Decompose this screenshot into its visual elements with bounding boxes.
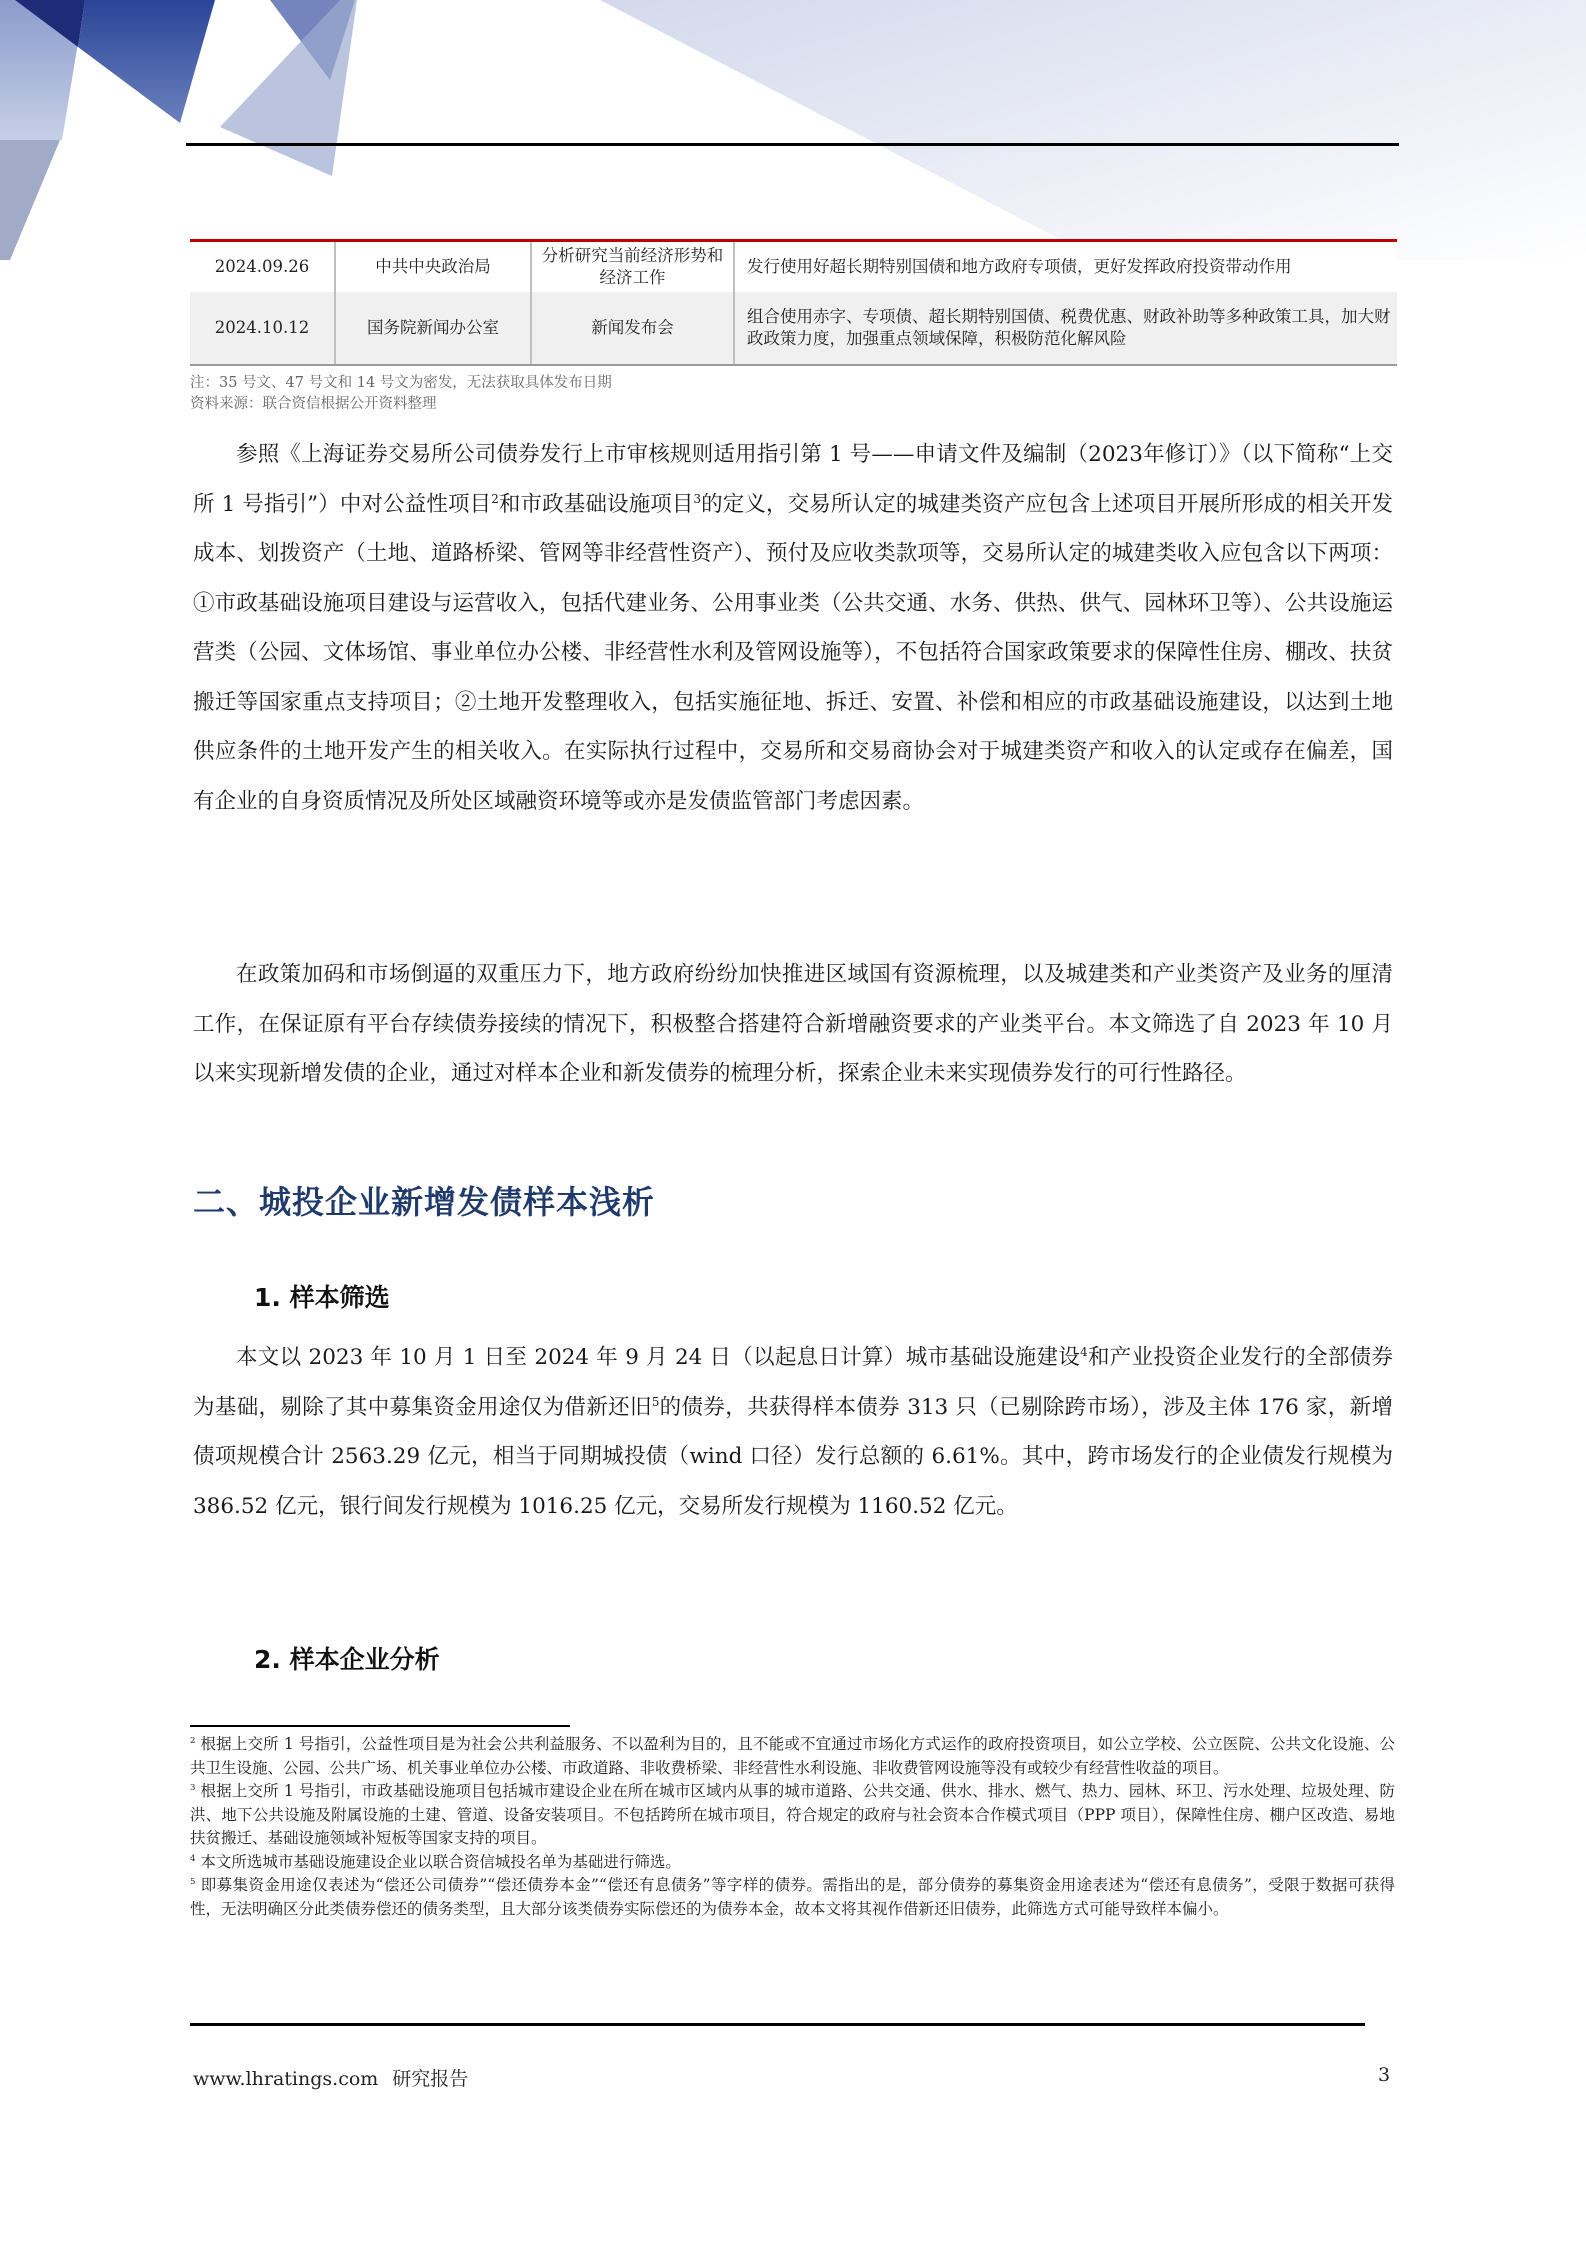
- header-rule: [186, 143, 1399, 146]
- text: 和产业投资企业发行的全部债券为基础，剔除了其中募集资金用途仅为借新还旧: [193, 1345, 1393, 1420]
- subsection-heading-sample-analysis: 2. 样本企业分析: [254, 1645, 440, 1674]
- policy-table: [190, 239, 1397, 366]
- paragraph-sample: [193, 1333, 1393, 1531]
- footnote-number: 4: [190, 1853, 196, 1864]
- footnote-ref[interactable]: 3: [693, 491, 701, 506]
- cell-date: 2024.09.26: [190, 242, 335, 292]
- text: 的定义，交易所认定的城建类资产应包含上述项目开展所形成的相关开发成本、划拨资产（土地、道路桥梁、管网等非经营性资产）、预付及应收类款项等，交易所认定的城建类收入应包含以下两项：①市政基础设施项目建设与运营收入，包括代建业务、公用事业类（公共交通、水务、供热、供气、园林环卫等）、公共设施运营类（公园、文体场馆、事业单位办公楼、非经营性水利及管网设施等），不包括符合国家政策要求的保障性住房、棚改、扶贫搬迁等国家重点支持项目；②土地开发整理收入，包括实施征地、拆迁、安置、补偿和相应的市政基础设施建设，以达到土地供应条件的土地开发产生的相关收入。在实际执行过程中，交易所和交易商协会对于城建类资产和收入的认定或存在偏差，国有企业的自身资质情况及所处区域融资环境等或亦是发债监管部门考虑因素。: [193, 491, 1393, 814]
- footnote-ref[interactable]: 4: [1080, 1344, 1088, 1359]
- cell-content: 发行使用好超长期特别国债和地方政府专项债，更好发挥政府投资带动作用: [734, 242, 1397, 292]
- page-number: 3: [1378, 2064, 1391, 2086]
- cell-content: 组合使用赤字、专项债、超长期特别国债、税费优惠、财政补助等多种政策工具，加大财政政策力度，加强重点领域保障，积极防范化解风险: [734, 292, 1397, 364]
- header-banner: [0, 0, 1586, 260]
- table-row: [190, 242, 1397, 292]
- footnote-rule: [190, 1725, 570, 1727]
- banner-graphic: [0, 0, 1586, 260]
- table-notes: [190, 373, 612, 415]
- footnote-item: [190, 1874, 1395, 1921]
- footnote-text: 根据上交所 1 号指引，市政基础设施项目包括城市建设企业在所在城市区域内从事的城市道路、公共交通、供水、排水、燃气、热力、园林、环卫、污水处理、垃圾处理、防洪、地下公共设施及附属设施的土建、管道、设备安装项目。不包括跨所在城市项目，符合规定的政府与社会资本合作模式项目（PPP 项目），保障性住房、棚户区改造、易地扶贫搬迁、基础设施领域补短板等国家支持的项目。: [190, 1782, 1395, 1847]
- table-row: [190, 292, 1397, 364]
- footer: [193, 2064, 468, 2091]
- paragraph-definitions: [193, 430, 1393, 826]
- footnotes: [190, 1733, 1395, 1921]
- cell-issuer: 国务院新闻办公室: [335, 292, 531, 364]
- footnote-text: 本文所选城市基础设施建设企业以联合资信城投名单为基础进行筛选。: [195, 1852, 681, 1871]
- paragraph-background: [193, 950, 1393, 1099]
- table-note: 注：35 号文、47 号文和 14 号文为密发，无法获取具体发布日期: [190, 375, 612, 391]
- table-source: 资料来源：联合资信根据公开资料整理: [190, 396, 437, 412]
- footnote-ref[interactable]: 5: [651, 1394, 660, 1409]
- table-bottom-rule: [190, 364, 1397, 366]
- cell-issuer: 中共中央政治局: [335, 242, 531, 292]
- footnote-item: [190, 1780, 1395, 1851]
- text: 的债券，共获得样本债券 313 只（已剔除跨市场），涉及主体 176 家，新增债项规模合计 2563.29 亿元，相当于同期城投债（wind 口径）发行总额的 6.61%。其中，跨市场发行的企业债发行规模为 386.52 亿元，银行间发行规模为 1016.25 亿元，交易所发行规模为 1160.52 亿元。: [193, 1394, 1393, 1519]
- section-heading: 二、城投企业新增发债样本浅析: [193, 1183, 656, 1221]
- text: 参照《上海证券交易所公司债券发行上市审核规则适用指引第 1 号——申请文件及编制（2023年修订）》（以下简称“上交所 1 号指引”）中对公益性项目: [193, 442, 1393, 517]
- cell-event: 分析研究当前经济形势和经济工作: [531, 242, 734, 292]
- text: 和市政基础设施项目: [498, 491, 694, 517]
- text: 在政策加码和市场倒逼的双重压力下，地方政府纷纷加快推进区域国有资源梳理，以及城建类和产业类资产及业务的厘清工作，在保证原有平台存续债券接续的情况下，积极整合搭建符合新增融资要求的产业类平台。本文筛选了自 2023 年 10 月以来实现新增发债的企业，通过对样本企业和新发债券的梳理分析，探索企业未来实现债券发行的可行性路径。: [193, 962, 1393, 1086]
- subsection-heading-sample-selection: 1. 样本筛选: [254, 1283, 390, 1312]
- footnote-number: 3: [190, 1782, 196, 1793]
- cell-event: 新闻发布会: [531, 292, 734, 364]
- cell-date: 2024.10.12: [190, 292, 335, 364]
- footnote-ref[interactable]: 2: [491, 491, 499, 506]
- footer-rule: [190, 2023, 1365, 2026]
- footnote-item: [190, 1851, 1395, 1875]
- footnote-number: 5: [190, 1876, 196, 1887]
- footnote-item: [190, 1733, 1395, 1780]
- text: 本文以 2023 年 10 月 1 日至 2024 年 9 月 24 日（以起息日计算）城市基础设施建设: [236, 1345, 1081, 1370]
- footnote-text: 根据上交所 1 号指引，公益性项目是为社会公共利益服务、不以盈利为目的，且不能或不宜通过市场化方式运作的政府投资项目，如公立学校、公立医院、公共文化设施、公共卫生设施、公园、公共广场、机关事业单位办公楼、市政道路、非收费桥梁、非经营性水利设施、非收费管网设施等没有或较少有经营性收益的项目。: [190, 1735, 1395, 1777]
- footnote-number: 2: [190, 1735, 196, 1746]
- footer-website-link[interactable]: www.lhratings.com: [193, 2068, 379, 2090]
- footer-label: 研究报告: [392, 2068, 469, 2090]
- footnote-text: 即募集资金用途仅表述为“偿还公司债券”“偿还债券本金”“偿还有息债务”等字样的债券。需指出的是，部分债券的募集资金用途表述为“偿还有息债务”，受限于数据可获得性，无法明确区分此类债券偿还的债务类型，且大部分该类债券实际偿还的为债券本金，故本文将其视作借新还旧债券，此筛选方式可能导致样本偏小。: [190, 1876, 1395, 1918]
